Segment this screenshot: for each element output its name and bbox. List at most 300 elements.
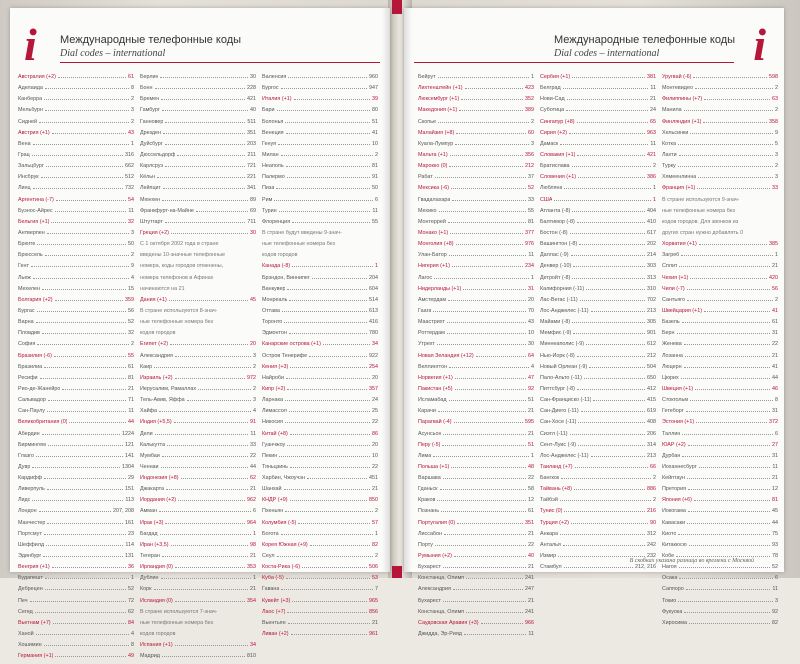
- dial-code: 359: [125, 296, 134, 303]
- leader-dots: [286, 378, 370, 379]
- city-row: [18, 642, 134, 653]
- leader-dots: [166, 489, 248, 490]
- dial-code: 44: [128, 419, 134, 426]
- dial-code: 357: [369, 385, 378, 392]
- entry-name: Брэндон, Виннипег: [262, 274, 310, 281]
- entry-name: Хямеенлинна: [662, 174, 697, 181]
- entry-name: Португалия (0): [418, 519, 455, 526]
- city-row: [140, 197, 256, 208]
- country-row: [140, 297, 256, 308]
- dial-code: 212: [525, 163, 534, 170]
- page-subtitle: Dial codes – international: [60, 48, 166, 59]
- leader-dots: [278, 144, 370, 145]
- city-row: [418, 174, 534, 185]
- entry-name: Роттердам: [418, 330, 445, 337]
- dial-code: 121: [125, 441, 134, 448]
- entry-name: Рабат: [418, 174, 433, 181]
- dial-code: 48: [528, 463, 534, 470]
- entry-name: Балтимор (-8): [540, 218, 575, 225]
- leader-dots: [441, 511, 526, 512]
- city-row: [140, 152, 256, 163]
- dial-code: 964: [247, 519, 256, 526]
- dial-code: 113: [125, 497, 134, 504]
- dial-code: 3: [131, 229, 134, 236]
- city-row: [18, 174, 134, 185]
- note-row: [140, 620, 256, 631]
- leader-dots: [684, 344, 770, 345]
- dial-code: 2: [131, 96, 134, 103]
- leader-dots: [175, 356, 251, 357]
- leader-dots: [289, 300, 367, 301]
- leader-dots: [292, 601, 367, 602]
- entry-name: Любляна: [540, 185, 563, 192]
- leader-dots: [443, 567, 526, 568]
- country-row: [418, 185, 534, 196]
- entry-name: Иордания (+2): [140, 497, 177, 504]
- entry-name: Лима: [418, 452, 432, 459]
- entry-name: Амман: [140, 508, 157, 515]
- dial-code: 1: [131, 140, 134, 147]
- note-row: [662, 208, 778, 219]
- leader-dots: [578, 177, 645, 178]
- leader-dots: [310, 545, 370, 546]
- dial-code: 901: [647, 330, 656, 337]
- dial-code: 20: [372, 374, 378, 381]
- leader-dots: [274, 200, 373, 201]
- country-row: [418, 620, 534, 631]
- dial-code: 75: [772, 530, 778, 537]
- entry-name: Калифорния (-11): [540, 285, 585, 292]
- dial-code: 44: [250, 463, 256, 470]
- dial-code: 21: [250, 553, 256, 560]
- dial-code: 92: [528, 385, 534, 392]
- country-row: [418, 353, 534, 364]
- dial-code: 810: [247, 653, 256, 660]
- city-row: [18, 119, 134, 130]
- dial-code: 7: [375, 586, 378, 593]
- entry-name: Бари: [262, 107, 275, 114]
- leader-dots: [323, 344, 370, 345]
- city-row: [18, 542, 134, 553]
- leader-dots: [688, 489, 770, 490]
- leader-dots: [285, 511, 373, 512]
- leader-dots: [679, 155, 773, 156]
- dial-code: 2: [253, 385, 256, 392]
- entry-name: Бонн: [140, 85, 153, 92]
- country-row: [418, 85, 534, 96]
- leader-dots: [589, 367, 645, 368]
- dial-code: 241: [525, 608, 534, 615]
- entry-name: Гуанчжоу: [262, 441, 286, 448]
- dial-code: 40: [250, 107, 256, 114]
- dial-code: 1: [531, 274, 534, 281]
- leader-dots: [157, 177, 245, 178]
- city-row: [262, 508, 378, 519]
- dial-code: 69: [250, 207, 256, 214]
- dial-code: 54: [128, 196, 134, 203]
- entry-name: Дели: [140, 430, 153, 437]
- city-row: [262, 464, 378, 475]
- entry-name: Лиссабон: [418, 530, 442, 537]
- leader-dots: [440, 489, 526, 490]
- entry-name: Манила: [662, 107, 682, 114]
- entry-name: Лидс: [18, 497, 31, 504]
- entry-name: Порту: [418, 541, 433, 548]
- entry-name: Гетеборг: [662, 408, 684, 415]
- dial-code: 52: [772, 564, 778, 571]
- leader-dots: [564, 511, 645, 512]
- dial-code: 972: [247, 374, 256, 381]
- leader-dots: [554, 200, 651, 201]
- country-row: [418, 241, 534, 252]
- entry-name: Рио-де-Жанейро: [18, 385, 61, 392]
- entry-name: Хорватия (+1): [662, 241, 697, 248]
- city-row: [18, 275, 134, 286]
- dial-code: 381: [647, 74, 656, 80]
- entry-name: Индонезия (+8): [140, 475, 179, 482]
- city-row: [140, 486, 256, 497]
- entry-name: Стокгольм: [662, 397, 689, 404]
- dial-code: 45: [250, 296, 256, 303]
- entry-name: Швейцария (+1): [662, 307, 703, 314]
- leader-dots: [286, 166, 370, 167]
- city-row: [662, 85, 778, 96]
- leader-dots: [174, 422, 248, 423]
- city-row: [140, 130, 256, 141]
- country-row: [18, 564, 134, 575]
- country-row: [540, 508, 656, 519]
- dial-code: 214: [647, 252, 656, 259]
- entry-name: Асунсьон: [418, 430, 442, 437]
- leader-dots: [288, 623, 370, 624]
- entry-name: Лахти: [662, 151, 677, 158]
- leader-dots: [684, 367, 770, 368]
- dial-code: 1: [653, 196, 656, 203]
- leader-dots: [690, 133, 773, 134]
- leader-dots: [569, 133, 645, 134]
- dial-code: 60: [528, 129, 534, 136]
- leader-dots: [476, 356, 526, 357]
- entry-name: Бангкок: [540, 475, 560, 482]
- dial-code: 8: [131, 85, 134, 92]
- city-row: [18, 508, 134, 519]
- dial-code: 203: [247, 140, 256, 147]
- country-row: [540, 464, 656, 475]
- leader-dots: [159, 411, 251, 412]
- dial-code: 650: [647, 374, 656, 381]
- entry-name: Цюрих: [662, 374, 679, 381]
- dial-code: 62: [128, 608, 134, 615]
- country-row: [418, 553, 534, 564]
- entry-name: Зальцбург: [18, 163, 44, 170]
- dial-code: 3: [775, 174, 778, 181]
- entry-name: Кения (+3): [262, 363, 289, 370]
- country-row: [540, 197, 656, 208]
- leader-dots: [696, 422, 767, 423]
- leader-dots: [438, 77, 529, 78]
- leader-dots: [577, 356, 645, 357]
- entry-name: Корея Южная (+9): [262, 541, 308, 548]
- city-row: [18, 386, 134, 397]
- leader-dots: [443, 434, 526, 435]
- leader-dots: [161, 578, 251, 579]
- entry-name: Хельсинки: [662, 129, 689, 136]
- entry-name: В стране будут введены 9-знач-: [262, 229, 342, 236]
- leader-dots: [288, 77, 367, 78]
- dial-code: 22: [250, 452, 256, 459]
- leader-dots: [169, 300, 248, 301]
- country-row: [18, 620, 134, 631]
- note-row: [140, 319, 256, 330]
- leader-dots: [171, 545, 248, 546]
- dial-code: 21: [250, 586, 256, 593]
- entry-name: Кейптаун: [662, 475, 686, 482]
- city-row: [262, 197, 378, 208]
- city-row: [140, 119, 256, 130]
- city-row: [262, 107, 378, 118]
- dial-code: 44: [772, 374, 778, 381]
- dial-code: 20: [250, 341, 256, 348]
- dial-code: 57: [372, 519, 378, 526]
- city-row: [18, 431, 134, 442]
- leader-dots: [55, 211, 127, 212]
- city-row: [140, 174, 256, 185]
- city-row: [540, 241, 656, 252]
- city-row: [18, 252, 134, 263]
- entry-name: Сегед: [18, 608, 33, 615]
- entry-name: Веллингтон: [418, 363, 448, 370]
- leader-dots: [577, 155, 645, 156]
- dial-code: 22: [528, 475, 534, 482]
- leader-dots: [292, 222, 370, 223]
- entry-name: Сан-Франциско (-11): [540, 397, 592, 404]
- entry-name: Берлин: [140, 74, 159, 80]
- entry-name: Базель: [662, 319, 680, 326]
- city-row: [18, 364, 134, 375]
- country-row: [140, 642, 256, 653]
- dial-code: 3: [253, 352, 256, 359]
- entry-name: Ванкувер: [262, 285, 286, 292]
- entry-name: номера, коды городов отменены,: [140, 263, 224, 270]
- dial-code: 92: [772, 608, 778, 615]
- dial-code: 314: [647, 441, 656, 448]
- entry-name: Портсмут: [18, 530, 42, 537]
- leader-dots: [577, 122, 648, 123]
- country-row: [662, 185, 778, 196]
- leader-dots: [447, 333, 526, 334]
- entry-name: Македония (+1): [418, 107, 458, 114]
- city-row: [18, 185, 134, 196]
- dial-code: 6: [775, 575, 778, 582]
- leader-dots: [287, 612, 367, 613]
- city-row: [140, 586, 256, 597]
- dial-code: 22: [772, 341, 778, 348]
- city-row: [262, 275, 378, 286]
- entry-name: Суботица: [540, 107, 565, 114]
- city-row: [18, 486, 134, 497]
- city-row: [18, 553, 134, 564]
- dial-code: 151: [125, 486, 134, 493]
- leader-dots: [564, 567, 633, 568]
- dial-code: 212: [647, 352, 656, 359]
- dial-code: 9: [775, 129, 778, 136]
- entry-name: Милан: [262, 151, 279, 158]
- leader-dots: [47, 489, 123, 490]
- leader-dots: [438, 122, 529, 123]
- entry-name: Исландия (0): [140, 597, 173, 604]
- city-row: [662, 107, 778, 118]
- leader-dots: [58, 77, 126, 78]
- leader-dots: [694, 500, 770, 501]
- entry-name: Валенсия: [262, 74, 287, 80]
- leader-dots: [570, 434, 645, 435]
- leader-dots: [162, 656, 245, 657]
- dial-code: 15: [128, 285, 134, 292]
- dial-code: 2: [375, 151, 378, 158]
- leader-dots: [437, 500, 526, 501]
- dial-code: 408: [647, 419, 656, 426]
- leader-dots: [677, 333, 770, 334]
- entry-name: Лейпциг: [140, 185, 161, 192]
- dial-code: 506: [369, 564, 378, 571]
- note-row: [662, 219, 778, 230]
- entry-name: Александрия: [418, 586, 451, 593]
- leader-dots: [53, 623, 126, 624]
- leader-dots: [455, 389, 526, 390]
- dial-code: 33: [528, 196, 534, 203]
- entry-name: Парагвай (-4): [418, 419, 452, 426]
- entry-name: Лагос: [418, 274, 433, 281]
- leader-dots: [558, 556, 645, 557]
- entry-name: Дуйсбург: [140, 140, 163, 147]
- leader-dots: [566, 110, 648, 111]
- leader-dots: [37, 344, 129, 345]
- dial-code: 39: [372, 96, 378, 103]
- country-row: [262, 575, 378, 586]
- leader-dots: [448, 222, 526, 223]
- leader-dots: [175, 645, 248, 646]
- city-row: [18, 319, 134, 330]
- note-row: [262, 230, 378, 241]
- entry-name: Киото: [662, 530, 677, 537]
- leader-dots: [159, 511, 251, 512]
- city-row: [140, 208, 256, 219]
- leader-dots: [287, 389, 367, 390]
- country-row: [262, 497, 378, 508]
- leader-dots: [175, 567, 245, 568]
- city-row: [662, 364, 778, 375]
- country-row: [140, 598, 256, 609]
- city-row: [418, 586, 534, 597]
- entry-name: Гданьск: [418, 486, 438, 493]
- city-row: [662, 431, 778, 442]
- entry-name: Тайбэй: [540, 497, 558, 504]
- entry-name: Манчестер: [18, 519, 46, 526]
- leader-dots: [290, 434, 370, 435]
- dial-code: 24: [372, 397, 378, 404]
- entry-name: Новая Зеландия (+12): [418, 352, 474, 359]
- leader-dots: [36, 634, 129, 635]
- city-row: [18, 520, 134, 531]
- dial-code: 204: [369, 274, 378, 281]
- dial-code: 80: [372, 107, 378, 114]
- leader-dots: [464, 634, 526, 635]
- note-row: [262, 252, 378, 263]
- city-row: [262, 330, 378, 341]
- city-row: [418, 297, 534, 308]
- city-row: [418, 564, 534, 575]
- leader-dots: [46, 166, 123, 167]
- entry-name: Бейрут: [418, 74, 436, 80]
- country-row: [262, 542, 378, 553]
- dial-code: 52: [128, 586, 134, 593]
- city-row: [140, 575, 256, 586]
- country-row: [662, 241, 778, 252]
- entry-name: Ресифи: [18, 374, 38, 381]
- dial-code: 947: [369, 85, 378, 92]
- leader-dots: [281, 155, 373, 156]
- city-row: [140, 464, 256, 475]
- dial-code: 619: [647, 408, 656, 415]
- leader-dots: [291, 634, 367, 635]
- dial-code: 511: [247, 118, 256, 125]
- leader-dots: [465, 88, 523, 89]
- leader-dots: [688, 511, 770, 512]
- entry-name: Чехия (+1): [662, 274, 689, 281]
- leader-dots: [571, 523, 648, 524]
- entry-name: Кёльн: [140, 174, 156, 181]
- dial-code: 56: [772, 285, 778, 292]
- city-row: [18, 453, 134, 464]
- entry-name: Уругвай (-6): [662, 74, 692, 80]
- city-row: [662, 163, 778, 174]
- dial-code: 78: [772, 553, 778, 560]
- country-row: [418, 419, 534, 430]
- leader-dots: [165, 222, 246, 223]
- dial-code: 372: [769, 419, 778, 426]
- entry-name: Шанхай: [262, 486, 282, 493]
- country-row: [662, 286, 778, 297]
- entry-name: Коста-Рика (-6): [262, 564, 300, 571]
- entry-name: Измир: [540, 553, 557, 560]
- dial-code: 4: [253, 408, 256, 415]
- city-row: [540, 208, 656, 219]
- leader-dots: [591, 456, 646, 457]
- dial-code: 1: [253, 575, 256, 582]
- dial-code: 31: [772, 330, 778, 337]
- leader-dots: [178, 500, 245, 501]
- entry-name: ные телефонные номера без: [140, 319, 214, 326]
- dial-code: 30: [250, 229, 256, 236]
- city-row: [540, 263, 656, 274]
- leader-dots: [563, 88, 649, 89]
- dial-code: 232: [647, 553, 656, 560]
- city-row: [262, 486, 378, 497]
- city-row: [540, 297, 656, 308]
- entry-name: Загреб: [662, 252, 680, 259]
- dial-code: 213: [647, 452, 656, 459]
- city-row: [18, 375, 134, 386]
- dial-code: 50: [128, 241, 134, 248]
- city-row: [418, 531, 534, 542]
- leader-dots: [45, 589, 126, 590]
- entry-name: Бостон (-8): [540, 229, 568, 236]
- leader-dots: [682, 456, 770, 457]
- dial-code: 40: [528, 553, 534, 560]
- entry-name: Норвегия (+1): [418, 374, 453, 381]
- dial-code: 504: [647, 363, 656, 370]
- entry-name: Монтеррей: [418, 218, 446, 225]
